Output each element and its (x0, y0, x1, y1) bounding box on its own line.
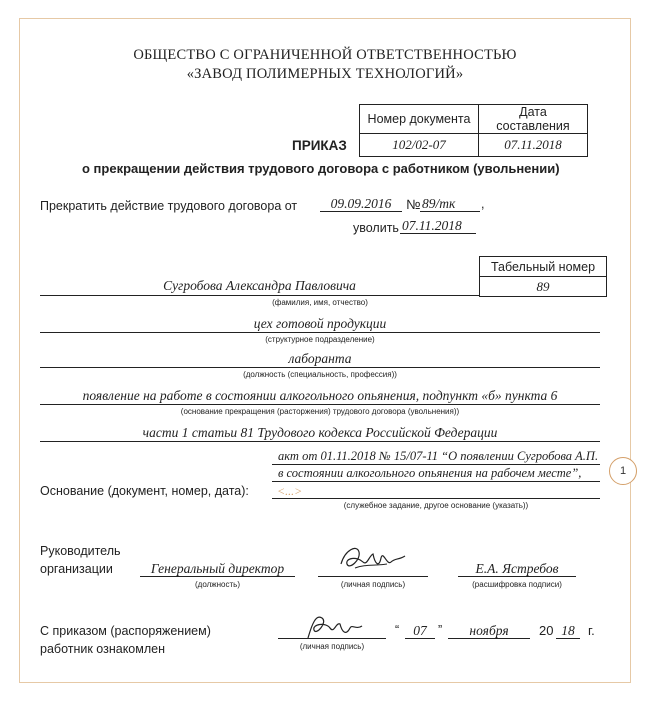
basis-line1 (272, 464, 600, 465)
footnote-marker: 1 (609, 457, 637, 485)
org-name-line2: «ЗАВОД ПОЛИМЕРНЫХ ТЕХНОЛОГИЙ» (186, 66, 464, 82)
doc-number-header: Номер документа (360, 105, 479, 134)
department-line (40, 332, 600, 333)
employee-name-line (40, 295, 479, 296)
doc-date-value: 07.11.2018 (479, 134, 588, 157)
caption-dolzhnost: (должность) (195, 580, 240, 589)
head-name: Е.А. Ястребов (475, 561, 559, 576)
number-sign: № (406, 197, 421, 212)
reason-line1: появление на работе в состоянии алкогольного опьянения, подпункт «б» пункта 6 (82, 388, 558, 403)
employee-signature-line (278, 638, 386, 639)
caption-signature2: (личная подпись) (299, 642, 365, 651)
dismiss-date: 07.11.2018 (402, 218, 462, 233)
caption-fio: (фамилия, имя, отчество) (272, 298, 368, 307)
order-subtitle: о прекращении действия трудового договора с работником (увольнении) (82, 161, 560, 176)
head-position: Генеральный директор (150, 561, 285, 576)
tab-number-table (479, 256, 607, 297)
caption-basis: (служебное задание, другое основание (указать)) (343, 501, 529, 510)
reason-line1-underline (40, 404, 600, 405)
position: лаборанта (288, 351, 352, 366)
employee-signature-icon (300, 610, 368, 646)
basis-text1: акт от 01.11.2018 № 15/07-11 “О появлении Сугробова А.П. (278, 449, 599, 463)
caption-decode: (расшифровка подписи) (472, 580, 562, 589)
doc-date-header: Дата составления (479, 105, 588, 134)
caption-reason: (основание прекращения (расторжения) трудового договора (увольнения)) (180, 407, 460, 416)
ack-year-line (556, 638, 580, 639)
head-signature-line (318, 576, 428, 577)
dismiss-label: уволить (353, 221, 399, 235)
department: цех готовой продукции (253, 316, 387, 331)
document-number-table (359, 104, 588, 157)
basis-line2 (272, 481, 600, 482)
reason-line2: части 1 статьи 81 Трудового кодекса Российской Федерации (142, 425, 498, 440)
ack-day: 07 (413, 623, 427, 638)
tab-number-value: 89 (480, 277, 607, 297)
ack-month: ноября (469, 623, 509, 638)
ack-day-line (405, 638, 435, 639)
caption-department: (структурное подразделение) (265, 335, 375, 344)
terminate-text: Прекратить действие трудового договора от (40, 199, 298, 213)
quote-close: ” (438, 623, 443, 637)
doc-number-value: 102/02-07 (360, 134, 479, 157)
position-line (40, 367, 600, 368)
year-suffix: г. (588, 623, 595, 638)
basis-ellipsis: <...> (277, 484, 303, 498)
ack-label-line2: работник ознакомлен (40, 642, 165, 656)
head-label-line1: Руководитель (40, 544, 121, 558)
quote-open: “ (395, 623, 400, 637)
head-signature-icon (335, 542, 410, 578)
head-position-line (140, 576, 295, 577)
head-name-line (458, 576, 576, 577)
order-title: ПРИКАЗ (292, 138, 347, 153)
head-label-line2: организации (40, 562, 113, 576)
contract-date: 09.09.2016 (330, 196, 392, 211)
caption-signature: (личная подпись) (340, 580, 406, 589)
basis-line3 (272, 498, 600, 499)
ack-year: 18 (561, 623, 575, 638)
ack-label-line1: С приказом (распоряжением) (40, 624, 211, 638)
reason-line2-underline (40, 441, 600, 442)
tab-number-header: Табельный номер (480, 257, 607, 277)
ack-month-line (448, 638, 530, 639)
org-name-line1: ОБЩЕСТВО С ОГРАНИЧЕННОЙ ОТВЕТСТВЕННОСТЬЮ (133, 47, 517, 63)
basis-text2: в состоянии алкогольного опьянения на рабочем месте”, (278, 466, 582, 480)
contract-number: 89/тк (422, 196, 456, 211)
employee-name: Сугробова Александра Павловича (163, 278, 356, 293)
year-prefix: 20 (539, 623, 554, 638)
caption-position: (должность (специальность, профессия)) (243, 370, 397, 379)
comma: , (481, 197, 485, 211)
basis-label: Основание (документ, номер, дата): (40, 484, 249, 498)
